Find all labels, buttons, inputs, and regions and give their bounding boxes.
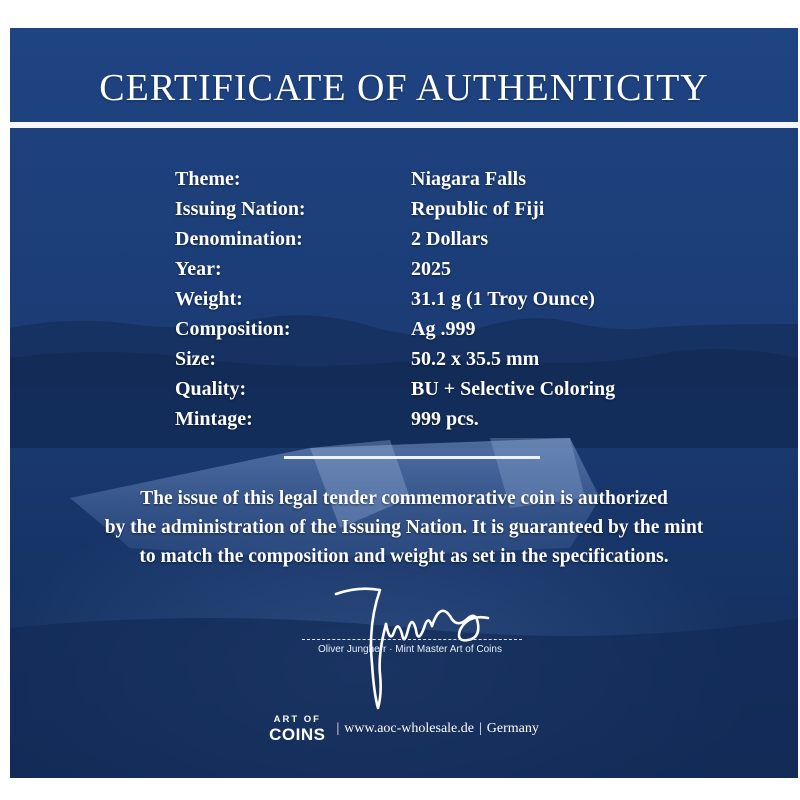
spec-row-year	[175, 254, 735, 284]
spec-value: BU + Selective Coloring	[411, 378, 616, 400]
statement-line: to match the composition and weight as set in the specifications.	[139, 546, 669, 567]
spec-label: Denomination:	[175, 228, 303, 250]
spec-value: 2 Dollars	[411, 228, 489, 250]
statement-line: by the administration of the Issuing Nation. It is guaranteed by the mint	[104, 517, 704, 538]
spec-label: Theme:	[175, 168, 241, 190]
title-divider	[10, 122, 798, 128]
spec-value: 50.2 x 35.5 mm	[411, 348, 540, 370]
spec-value: 31.1 g (1 Troy Ounce)	[411, 288, 595, 310]
footer	[10, 709, 798, 749]
footer-website: www.aoc-wholesale.de	[344, 721, 474, 736]
spec-label: Mintage:	[175, 408, 253, 430]
spec-row-theme	[175, 164, 735, 194]
spec-label: Issuing Nation:	[175, 198, 306, 220]
certificate-title: CERTIFICATE OF AUTHENTICITY	[99, 67, 709, 109]
spec-row-quality	[175, 374, 735, 404]
statement-line: The issue of this legal tender commemorative coin is authorized	[140, 488, 668, 509]
spec-label: Size:	[175, 348, 217, 370]
spec-value: Ag .999	[411, 318, 476, 340]
section-divider	[284, 456, 540, 459]
spec-row-denomination	[175, 224, 735, 254]
spec-label: Year:	[175, 258, 222, 280]
spec-label: Weight:	[175, 288, 243, 310]
spec-value: 2025	[411, 258, 451, 280]
spec-value: 999 pcs.	[411, 408, 479, 430]
spec-row-size	[175, 344, 735, 374]
signer-name: Oliver Jungherr · Mint Master Art of Coins	[318, 644, 502, 655]
authorization-statement	[30, 484, 778, 571]
signature-line	[302, 639, 522, 640]
footer-country: Germany	[486, 721, 539, 736]
spec-row-weight	[175, 284, 735, 314]
spec-label: Quality:	[175, 378, 247, 400]
logo-text-top: ART OF	[273, 714, 321, 726]
logo-text-bottom: COINS	[269, 724, 326, 744]
footer-separator: |	[336, 721, 340, 736]
footer-separator: |	[478, 721, 482, 736]
art-of-coins-logo	[269, 715, 325, 743]
spec-row-issuing-nation	[175, 194, 735, 224]
spec-value: Republic of Fiji	[411, 198, 545, 220]
spec-value: Niagara Falls	[411, 168, 526, 190]
spec-row-mintage	[175, 404, 735, 434]
certificate-card	[10, 28, 798, 778]
spec-label: Composition:	[175, 318, 291, 340]
spec-row-composition	[175, 314, 735, 344]
specification-list	[175, 164, 735, 434]
